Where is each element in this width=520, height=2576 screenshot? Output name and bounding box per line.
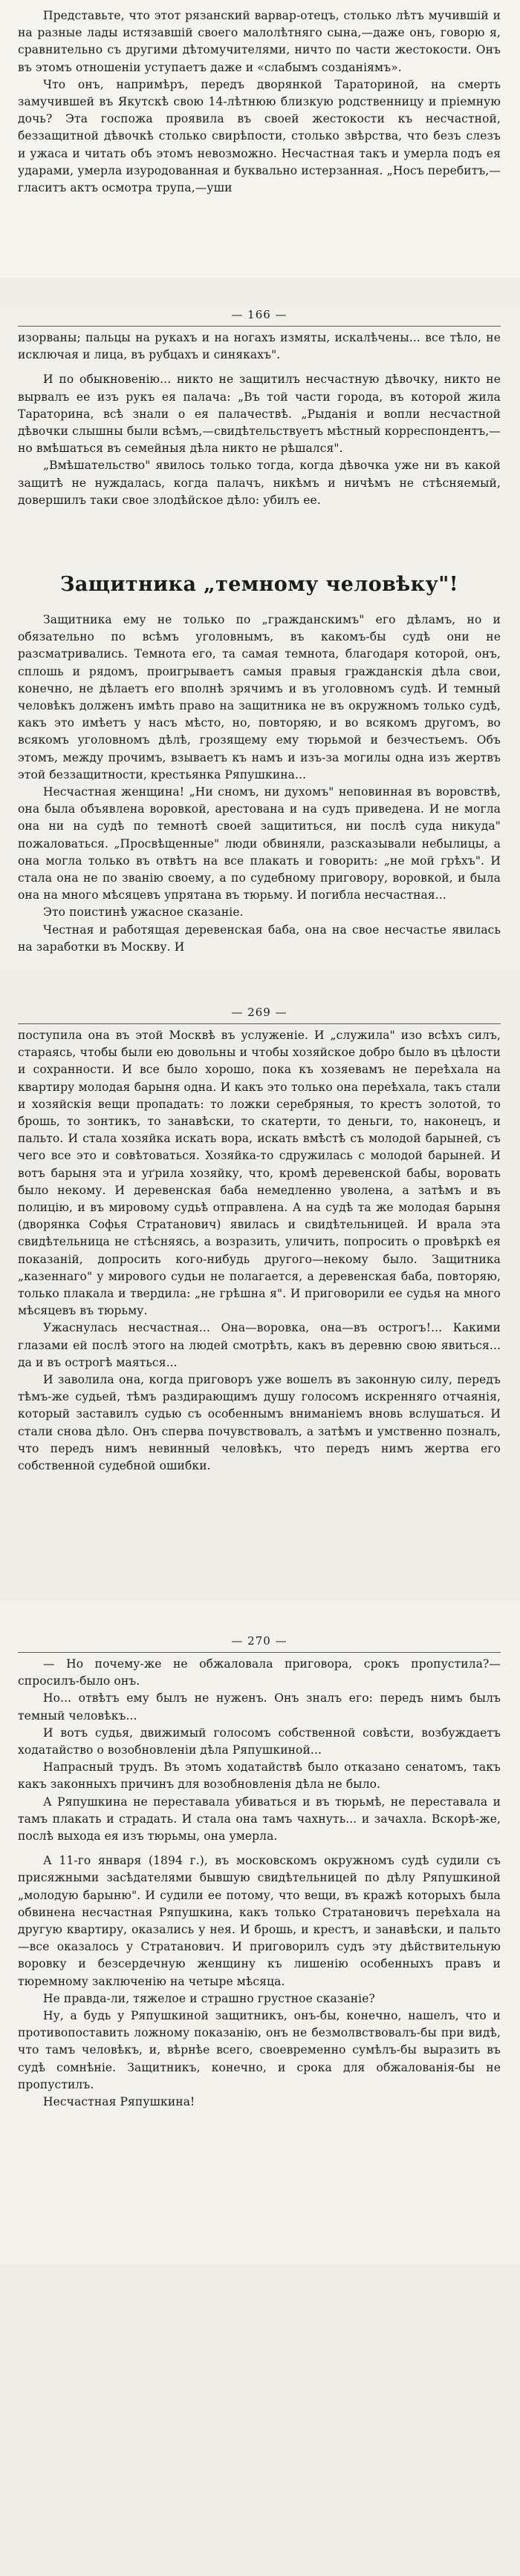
page-section-4 [0,1600,520,2264]
page-number: — 269 — [231,1006,287,1019]
paragraph: изорваны; пальцы на рукахъ и на ногахъ измяты, искалѣчены... все тѣло, не исключая и лица, въ рубцахъ и синякахъ". [18,331,501,362]
paragraph: Что онъ, напримѣръ, передъ дворянкой Тараториной, на смерть замучившей въ Якутскѣ свою 14-лѣтнюю близкую родственницу и пріемную дочь? Эта госпожа проявила въ своей жестокости къ несчастной, беззащитной дѣвочкѣ столько свирѣпости, столько звѣрства, что безъ слезъ и ужаса и читать объ этомъ невозможно. Несчастная такъ и умерла подъ ея ударами, умерла изуродованная и буквально истерзанная. „Носъ перебитъ,—гласитъ актъ осмотра трупа,—уши [18,77,501,195]
section-heading: Защитника „темному человѣку"! [60,573,458,597]
paragraph: Представьте, что этот рязанский варвар-отецъ, столько лѣтъ мучившій и на разные лады истязавшій своего малолѣтняго сына,—даже онъ, говорю я, сравнительно съ другими дѣтомучителями, ничто по части жестокости. Онъ въ этомъ отношеніи уступаетъ даже и «слабымъ созданіямъ». [18,9,501,74]
page-section-2 [0,304,520,971]
paragraph: Защитника ему не только по „гражданскимъ" его дѣламъ, но и обязательно по всѣмъ уголовнымъ, въ какомъ-бы судѣ они не разсматривались. Темнота его, та самая темнота, благодаря которой, онъ, сплошь и рядомъ, проигрываетъ самыя правыя гражданскія дѣла свои, конечно, не дѣлаетъ его вполнѣ зрячимъ и въ уголовномъ судѣ. И темный человѣкъ долженъ имѣть право на защитника не въ окружномъ только судѣ, какъ это имѣетъ у насъ мѣсто, но, повторяю, и во всякомъ другомъ, во всякомъ уголовномъ дѣлѣ, грозящему ему тюрьмой и безчестьемъ. Объ этомъ, между прочимъ, взываетъ къ намъ и изъ-за могилы одна изъ жертвъ этой беззащитности, крестьянка Ряпушкина... [18,613,501,781]
header-rule [18,1023,501,1024]
paragraph: Несчастная Ряпушкина! [43,2095,195,2109]
paragraph: Но... отвѣтъ ему былъ не нуженъ. Онъ зналъ его: передъ нимъ былъ темный человѣкъ... [18,1691,501,1723]
paragraph: И вотъ судья, движимый голосомъ собственной совѣсти, возбуждаетъ ходатайство о возобновленіи дѣла Ряпушкиной... [18,1725,501,1757]
paragraph: „Вмѣшательство" явилось только тогда, когда дѣвочка уже ни въ какой защитѣ не нуждалась, когда палачъ, никѣмъ и ничѣмъ не стѣсняемый, довершилъ таки свое злодѣйское дѣло: убилъ ее. [18,459,501,507]
paragraph: Это поистинѣ ужасное сказаніе. [43,905,244,920]
header-rule [18,326,501,327]
paragraph: Честная и работящая деревенская баба, она на свое несчастье явилась на заработки въ Москву. И [18,922,501,954]
page-number: — 166 — [231,308,287,321]
page-section-3 [0,971,520,1599]
page-number: — 270 — [231,1634,287,1648]
paragraph: И по обыкновенію... никто не защитилъ несчастную дѣвочку, никто не вырвалъ ее изъ рукъ ея палача: „Въ той части города, въ которой жила Тараторина, всѣ знали о ея палачествѣ. „Рыданія и вопли несчастной дѣвочки слышны были всѣмъ,—свидѣтельствуетъ мѣстный корреспондентъ,—но вмѣшаться въ семейныя дѣла никто не рѣшался". [18,373,501,456]
paragraph: А 11-го января (1894 г.), въ московскомъ окружномъ судѣ судили съ присяжными засѣдателями бывшую свидѣтельницей по дѣлу Ряпушкиной „молодую барыню". И судили ее потому, что вещи, въ кражѣ которыхъ была обвинена несчастная Ряпушкина, какъ только Стратановичъ переѣхала на другую квартиру, оказались у нея. И брошь, и крестъ, и занавѣски, и пальто—все оказалось у Стратанович. И приговорилъ судъ эту дѣйствительную воровку и безсердечную женщину къ лишенію особенныхъ правъ и тюремному заключенію на четыре мѣсяца. [18,1854,501,1988]
paragraph: И заволила она, когда приговоръ уже вошелъ въ законную силу, передъ тѣмъ-же судьей, тѣмъ раздирающимъ душу голосомъ искренняго отчаянія, который заставилъ судью съ особеннымъ вниманіемъ вновь вслушаться. И стали снова дѣло. Онъ сперва почувствовалъ, а затѣмъ и умственно позналъ, что передъ нимъ невинный человѣкъ, что передъ нимъ жертва его собственной судебной ошибки. [18,1373,501,1473]
paragraph: Напрасный трудъ. Въ этомъ ходатайствѣ было отказано сенатомъ, такъ какъ законныхъ причинъ для возобновленія дѣла не было. [18,1760,501,1792]
page-section-1 [0,0,520,278]
paragraph: А Ряпушкина не переставала убиваться и въ тюрьмѣ, не переставала и тамъ плакать и страдать. И стала она тамъ чахнуть... и зачахла. Вскорѣ-же, послѣ выхода ея изъ тюрьмы, она умерла. [18,1795,501,1843]
paragraph: Ужаснулась несчастная... Она—воровка, она—въ острогъ!... Какими глазами ей послѣ этого на людей смотрѣть, какъ въ деревню свою явиться... да и въ острогѣ маяться... [18,1321,501,1369]
paragraph: поступила она въ этой Москвѣ въ услуженіе. И „служила" изо всѣхъ силъ, стараясь, чтобы были ею довольны и чтобы хозяйское добро было въ цѣлости и сохранности. И все было хорошо, пока къ хозяевамъ не переѣхала на квартиру молодая барыня одна. И какъ это только она переѣхала, такъ стали и хозяйскія вещи пропадать: то ложки серебряныя, то крестъ золотой, то брошь, то зонтикъ, то занавѣски, то скатерти, то деньги, то, наконецъ, и пальто. И стала хозяйка искать вора, искать вмѣстѣ съ молодой барыней, съ чего все это и совѣтоваться. Хозяйка-то сдружилась с молодой барыней. И вотъ барыня эта и уґрила хозяйку, что, кромѣ деревенской бабы, воровать было некому. И деревенская баба немедленно уволена, а затѣмъ и въ полицію, и въ мировому судьѣ отправлена. А на судѣ та же молодая барыня (дворянка Софья Стратанович) явилась и свидѣтельницей. И врала эта свидѣтельница не стѣсняясь, а возразить, уличить, попросить о провѣркѣ ея показаній, допросить кого-нибудь другого—некому было. Защитника „казеннаго" у мирового судьи не полагается, а деревенская баба, повторяю, только плакала и твердила: „не грѣшна я". И приговорили ее судья на много мѣсяцевъ въ тюрьму. [18,1029,501,1318]
paragraph: Не правда-ли, тяжелое и страшно грустное сказаніе? [43,1991,375,2005]
paragraph: Ну, а будь у Ряпушкиной защитникъ, онъ-бы, конечно, нашелъ, что и противопоставить ложному показанію, онъ не безмолвствовалъ-бы при видѣ, что тамъ человѣкъ, и, вѣрнѣе всего, своевременно сумѣлъ-бы выразить въ судѣ сомнѣніе. Защитникъ, конечно, и срока для обжалованія-бы не пропустилъ. [18,2009,501,2091]
paragraph: Несчастная женщина! „Ни сномъ, ни духомъ" неповинная въ воровствѣ, она была объявлена воровкой, арестована и на судъ приведена. И не могла она ни на судѣ по темнотѣ своей защититься, ни послѣ суда никуда" пожаловаться. „Просвѣщенные" люди обвиняли, разсказывали небылицы, а она могла только въ отвѣтъ на все плакать и говорить: „не мой грѣхъ". И стала она не по званію своему, а по судебному приговору, воровкой, и была она на много мѣсяцевъ упрятана въ тюрьму. И погибла несчастная... [18,785,501,902]
paragraph: — Но почему-же не обжаловала приговора, срокъ пропустила?—спросилъ-было онъ. [18,1657,501,1688]
header-rule [18,1652,501,1653]
